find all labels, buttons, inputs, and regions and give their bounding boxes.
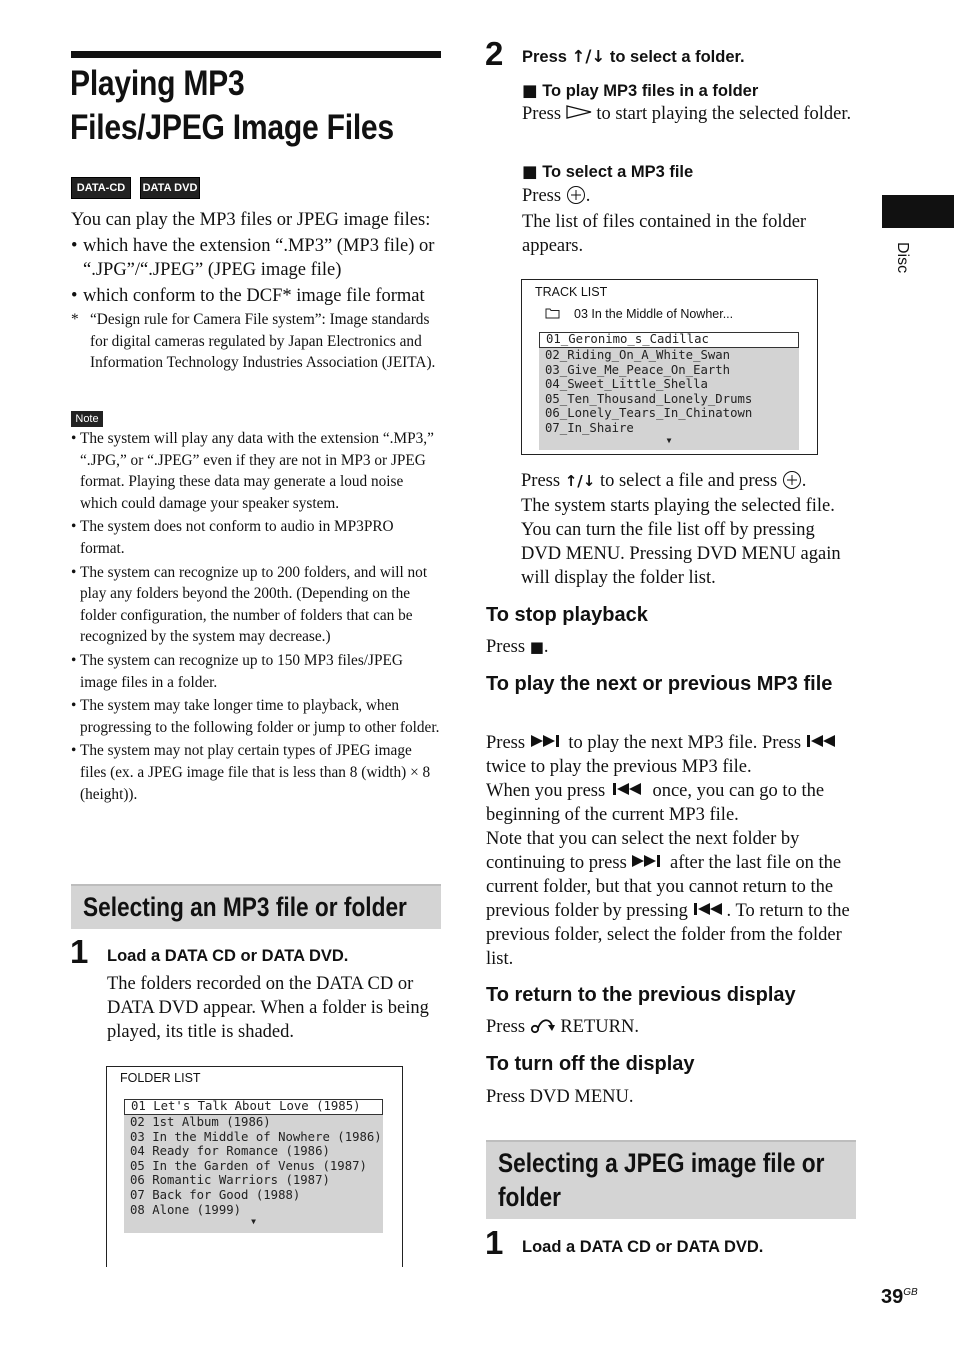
bullet-list — [71, 234, 446, 308]
track-list-title: TRACK LIST — [535, 285, 608, 299]
stop-text: Press ■. — [486, 637, 549, 657]
intro-text: You can play the MP3 files or JPEG image files: — [71, 210, 431, 230]
list-item: • which have the extension “.MP3” (MP3 file) or “.JPG”/“.JPEG” (JPEG image file) — [71, 236, 435, 280]
section-heading-jpeg: Selecting a JPEG image file or folder — [486, 1140, 856, 1219]
list-item[interactable]: 06_Lonely_Tears_In_Chinatown — [545, 406, 753, 421]
list-item[interactable]: 07 Back for Good (1988) — [130, 1187, 301, 1202]
return-text: Press RETURN. — [486, 1017, 639, 1037]
square-bullet-icon: ■ — [522, 162, 538, 181]
page-title: Playing MP3 Files/JPEG Image Files — [70, 64, 394, 147]
step-heading: Load a DATA CD or DATA DVD. — [522, 1238, 764, 1256]
current-folder: 03 In the Middle of Nowher... — [545, 305, 733, 323]
list-item: • which conform to the DCF* image file format — [71, 286, 425, 306]
prev-track-icon — [610, 782, 648, 796]
list-item[interactable]: 02_Riding_On_A_White_Swan — [545, 348, 731, 362]
square-bullet-icon: ■ — [522, 81, 538, 100]
up-down-arrows-icon: ↑/↓ — [564, 472, 596, 490]
subheading-select-file: ■ To select a MP3 file — [522, 162, 694, 181]
title-rule — [71, 51, 441, 58]
footnote-text: “Design rule for Camera File system”: Image standards for digital cameras regulated by Japan Electronics and Information Technology Industries Association (JEITA). — [90, 311, 436, 372]
list-item[interactable]: 03 In the Middle of Nowhere (1986) — [130, 1129, 382, 1144]
scroll-down-icon[interactable]: ▼ — [666, 435, 672, 445]
page-number: $39^{GB}$ — [881, 1286, 918, 1308]
next-track-icon — [631, 854, 665, 868]
heading-stop-playback: To stop playback — [486, 604, 648, 626]
folder-list-title: FOLDER LIST — [120, 1071, 201, 1085]
step-text: The folders recorded on the DATA CD or DATA DVD appear. When a folder is being played, its title is shaded. — [107, 974, 429, 1042]
next-track-icon — [530, 734, 564, 748]
next-previous-text: Press to play the next MP3 file. Press twice to play the previous MP3 file. When you press once, you can go to the beginning of the current MP3 file. Note that you can select the next folder by continuing to press after the last file on the current folder, but that you cannot return to the previous folder by pressing . To return to the previous folder, select the folder from the folder list. — [486, 733, 850, 969]
list-item[interactable]: 02 1st Album (1986) — [130, 1115, 271, 1129]
step-heading: Press ↑/↓ to select a folder. — [522, 47, 745, 66]
list-item: • The system can recognize up to 200 folders, and will not play any folders beyond the 200th. (Depending on the folder configuration, the number of folders that can be recognized by the system may decrease.) — [71, 563, 428, 646]
data-dvd-badge: DATA DVD — [140, 177, 200, 199]
footnote-mark: * — [71, 311, 79, 328]
play-icon — [566, 105, 592, 119]
list-item[interactable]: 03_Give_Me_Peace_On_Earth — [545, 362, 731, 377]
list-item[interactable]: 06 Romantic Warriors (1987) — [130, 1173, 330, 1188]
heading-display-off: To turn off the display — [486, 1053, 695, 1075]
prev-track-icon — [806, 734, 840, 748]
footnote — [71, 309, 441, 374]
sidebar-label: Disc — [894, 242, 911, 274]
scroll-down-icon[interactable]: ▼ — [251, 1217, 256, 1227]
list-item[interactable]: 08 Alone (1999) — [130, 1202, 242, 1217]
list-item[interactable]: 04 Ready for Romance (1986) — [130, 1144, 330, 1159]
up-down-arrows-icon: ↑/↓ — [571, 47, 606, 66]
list-item[interactable]: 01_Geronimo_s_Cadillac — [539, 332, 799, 348]
step-number: 2 — [485, 35, 504, 72]
heading-next-previous: To play the next or previous MP3 file — [486, 673, 833, 695]
enter-icon — [782, 470, 802, 490]
track-list[interactable] — [539, 332, 799, 450]
list-item[interactable]: 05 In the Garden of Venus (1987) — [130, 1158, 367, 1173]
list-item[interactable]: 04_Sweet_Little_Shella — [545, 377, 708, 392]
enter-icon — [566, 185, 586, 205]
step-number: 1 — [70, 933, 89, 970]
list-item: • The system will play any data with the extension “.MP3,” “.JPG,” or “.JPEG” even if they are not in MP3 or JPEG format. Playing these data may generate a loud noise which could damage your speaker system. — [71, 430, 434, 512]
folder-icon — [545, 307, 560, 319]
folder-list-screen — [106, 1066, 403, 1267]
note-label: Note — [71, 411, 103, 427]
list-item[interactable]: 07_In_Shaire — [545, 420, 634, 435]
list-item[interactable]: 01 Let's Talk About Love (1985) — [124, 1099, 383, 1115]
track-list-screen — [521, 279, 818, 455]
list-item: • The system may take longer time to playback, when progressing to the following folder or jump to other folder. — [71, 697, 440, 736]
folder-list[interactable] — [124, 1099, 383, 1233]
stop-icon: ■ — [529, 638, 544, 656]
sub-text: Press . The list of files contained in the folder appears. — [522, 186, 807, 256]
list-item: • The system does not conform to audio in MP3PRO format. — [71, 518, 394, 557]
heading-return: To return to the previous display — [486, 984, 796, 1006]
track-instructions: Press ↑/↓ to select a file and press . The system starts playing the selected file. You can turn the file list off by pressing DVD MENU. Pressing DVD MENU again will display the folder list. — [521, 471, 841, 588]
data-cd-badge: DATA-CD — [71, 177, 131, 199]
notes-list — [71, 428, 441, 805]
subheading-play-folder: ■ To play MP3 files in a folder — [522, 81, 759, 100]
sub-text: Press to start playing the selected folder. — [522, 104, 852, 124]
list-item[interactable]: 05_Ten_Thousand_Lonely_Drums — [545, 391, 753, 406]
step-number: 1 — [485, 1224, 504, 1261]
page-suffix: GB — [903, 1287, 918, 1298]
list-item: • The system may not play certain types of JPEG image files (ex. a JPEG image file that is less than 8 (width) × 8 (height)). — [71, 742, 431, 803]
section-heading-mp3: Selecting an MP3 file or folder — [71, 884, 441, 929]
sidebar-tab — [882, 195, 954, 228]
prev-track-icon — [693, 902, 727, 916]
step-heading: Load a DATA CD or DATA DVD. — [107, 947, 349, 965]
display-off-text: Press DVD MENU. — [486, 1087, 634, 1107]
return-icon — [530, 1016, 556, 1034]
list-item: • The system can recognize up to 150 MP3 files/JPEG image files in a folder. — [71, 651, 403, 691]
